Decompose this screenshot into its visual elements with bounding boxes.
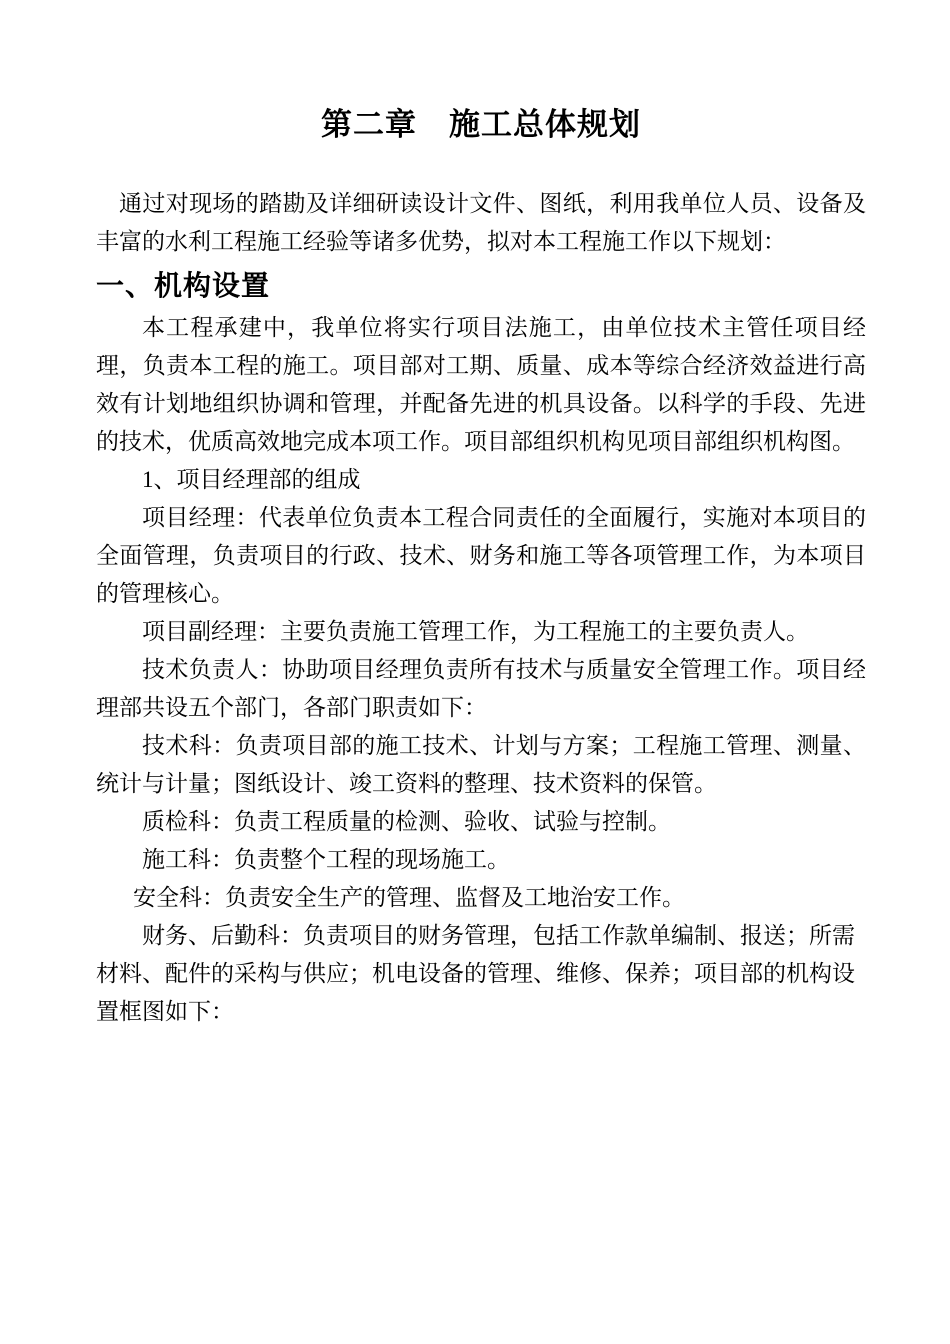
paragraph-technology-department: 技术科：负责项目部的施工技术、计划与方案；工程施工管理、测量、统计与计量；图纸设计、竣工资料的整理、技术资料的保管。 — [96, 733, 866, 796]
paragraph-subheading-department-composition: 1、项目经理部的组成 — [142, 467, 361, 492]
paragraph-quality-inspection-department: 质检科：负责工程质量的检测、验收、试验与控制。 — [142, 809, 671, 834]
paragraph-finance-logistics-department: 财务、后勤科：负责项目的财务管理，包括工作款单编制、报送；所需材料、配件的采构与供应；机电设备的管理、维修、保养；项目部的机构设置框图如下： — [96, 923, 855, 1024]
paragraph-project-approach: 本工程承建中，我单位将实行项目法施工，由单位技术主管任项目经理，负责本工程的施工。项目部对工期、质量、成本等综合经济效益进行高效有计划地组织协调和管理，并配备先进的机具设备。以科学的手段、先进的技术，优质高效地完成本项工作。项目部组织机构见项目部组织机构图。 — [96, 315, 866, 454]
paragraph-construction-department: 施工科：负责整个工程的现场施工。 — [142, 847, 510, 872]
section-heading-organization-setup: 一、机构设置 — [96, 270, 271, 301]
chapter-title: 第二章 施工总体规划 — [321, 107, 641, 142]
paragraph-intro: 通过对现场的踏勘及详细研读设计文件、图纸，利用我单位人员、设备及丰富的水利工程施工经验等诸多优势，拟对本工程施工作以下规划： — [96, 191, 866, 254]
paragraph-project-manager: 项目经理：代表单位负责本工程合同责任的全面履行，实施对本项目的全面管理，负责项目的行政、技术、财务和施工等各项管理工作，为本项目的管理核心。 — [96, 505, 866, 606]
paragraph-technical-lead: 技术负责人：协助项目经理负责所有技术与质量安全管理工作。项目经理部共设五个部门，各部门职责如下： — [96, 657, 866, 720]
paragraph-deputy-project-manager: 项目副经理：主要负责施工管理工作，为工程施工的主要负责人。 — [142, 619, 809, 644]
paragraph-safety-department: 安全科：负责安全生产的管理、监督及工地治安工作。 — [133, 885, 685, 910]
